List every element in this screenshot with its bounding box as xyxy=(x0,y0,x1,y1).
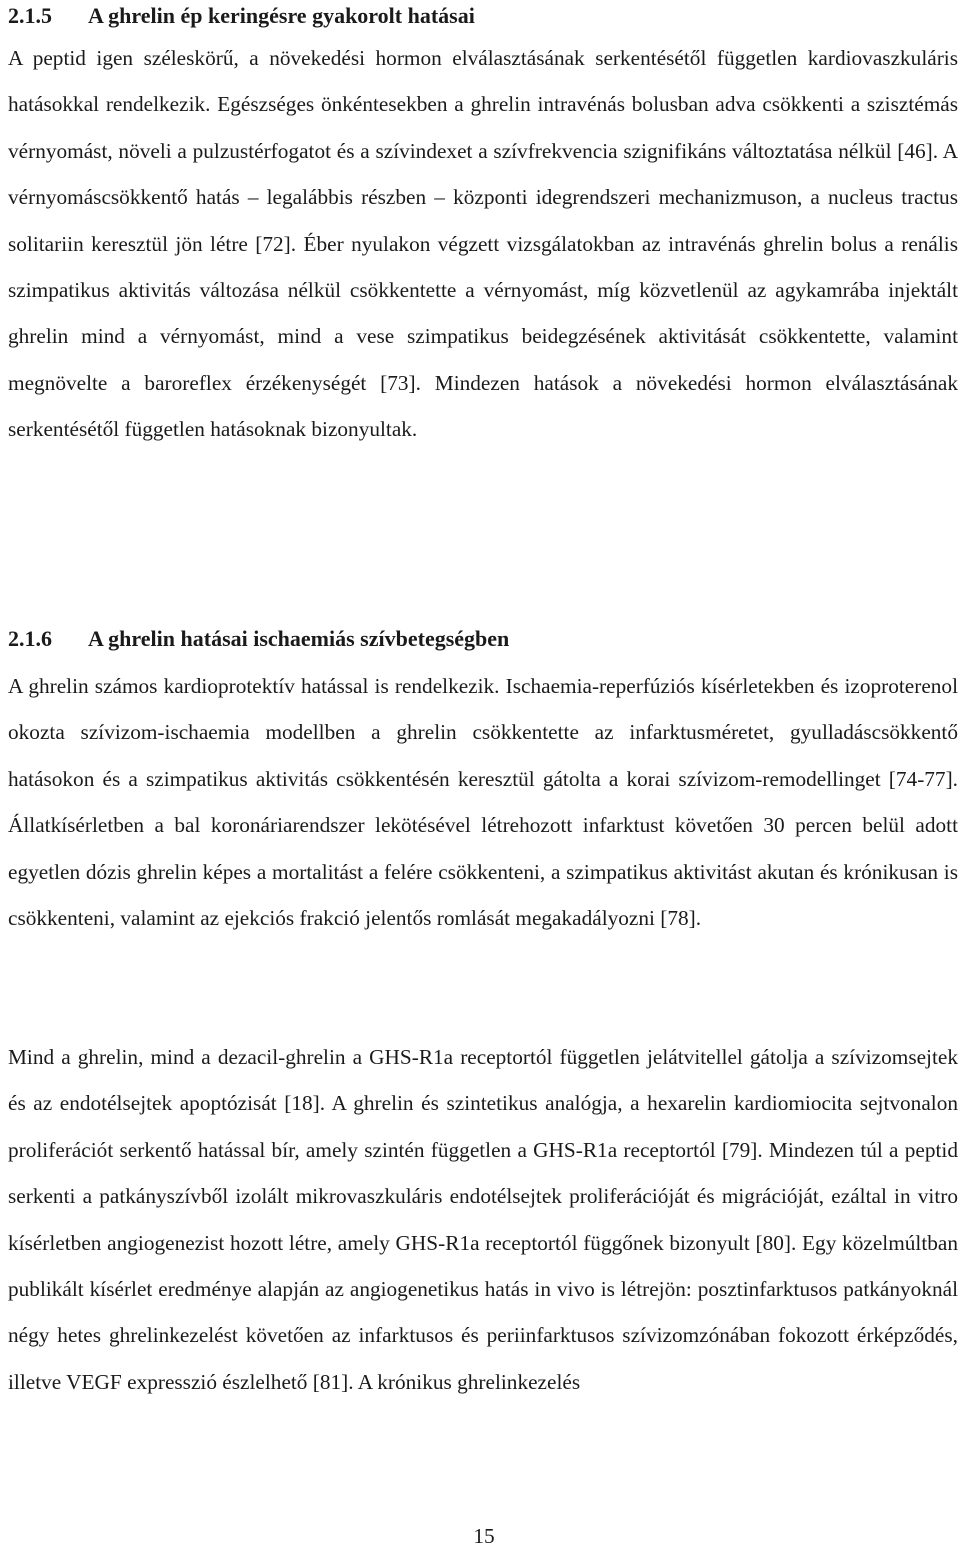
page-number: 15 xyxy=(473,1524,495,1548)
section-number: 2.1.5 xyxy=(8,3,52,28)
body-paragraph: Mind a ghrelin, mind a dezacil-ghrelin a GHS-R1a receptortól független jelátvitellel gátolja a szívizomsejtek és az endotélsejtek apoptózisát [18]. A ghrelin és szintetikus analógja, a hexarelin kardiomiocita sejtvonalon proliferációt serkentő hatással bír, amely szintén független a GHS-R1a receptortól [79]. Mindezen túl a peptid serkenti a patkányszívből izolált mikrovaszkuláris endotélsejtek proliferációját és migrációját, ezáltal in vitro kísérletben angiogenezist hozott létre, amely GHS-R1a receptortól függőnek bizonyult [80]. Egy közelmúltban publikált kísérlet eredménye alapján az angiogenetikus hatás in vivo is létrejön: posztinfarktusos patkányoknál négy hetes ghrelinkezelést követően az infarktusos és periinfarktusos szívizomzónában fokozott érképződés, illetve VEGF expresszió észlelhető [81]. A krónikus ghrelinkezelés xyxy=(8,1045,958,1394)
document-page xyxy=(8,0,960,1550)
section-number: 2.1.6 xyxy=(8,626,52,651)
body-paragraph: A peptid igen széleskörű, a növekedési hormon elválasztásának serkentésétől független kardiovaszkuláris hatásokkal rendelkezik. Egészséges önkéntesekben a ghrelin intravénás bolusban adva csökkenti a szisztémás vérnyomást, növeli a pulzustérfogatot és a szívindexet a szívfrekvencia szignifikáns változtatása nélkül [46]. A vérnyomáscsökkentő hatás ‒ legalábbis részben ‒ központi idegrendszeri mechanizmuson, a nucleus tractus solitariin keresztül jön létre [72]. Éber nyulakon végzett vizsgálatokban az intravénás ghrelin bolus a renális szimpatikus aktivitás változása nélkül csökkentette a vérnyomást, míg közvetlenül az agykamrába injektált ghrelin mind a vérnyomást, mind a vese szimpatikus beidegzésének aktivitását csökkentette, valamint megnövelte a baroreflex érzékenységét [73]. Mindezen hatások a növekedési hormon elválasztásának serkentésétől független hatásoknak bizonyultak. xyxy=(8,46,958,442)
section-heading-2-1-6 xyxy=(8,624,509,654)
section-title: A ghrelin ép keringésre gyakorolt hatásai xyxy=(88,3,475,28)
section-heading-2-1-5 xyxy=(8,1,475,31)
section-title: A ghrelin hatásai ischaemiás szívbetegségben xyxy=(88,626,510,651)
body-paragraph: A ghrelin számos kardioprotektív hatással is rendelkezik. Ischaemia-reperfúziós kísérletekben és izoproterenol okozta szívizom-ischaemia modellben a ghrelin csökkentette az infarktusméretet, gyulladáscsökkentő hatásokon és a szimpatikus aktivitás csökkentésén keresztül gátolta a korai szívizom-remodellinget [74-77]. Állatkísérletben a bal koronáriarendszer lekötésével létrehozott infarktust követően 30 percen belül adott egyetlen dózis ghrelin képes a mortalitást a felére csökkenteni, a szimpatikus aktivitást akutan és krónikusan is csökkenteni, valamint az ejekciós frakció jelentős romlását megakadályozni [78]. xyxy=(8,674,958,931)
